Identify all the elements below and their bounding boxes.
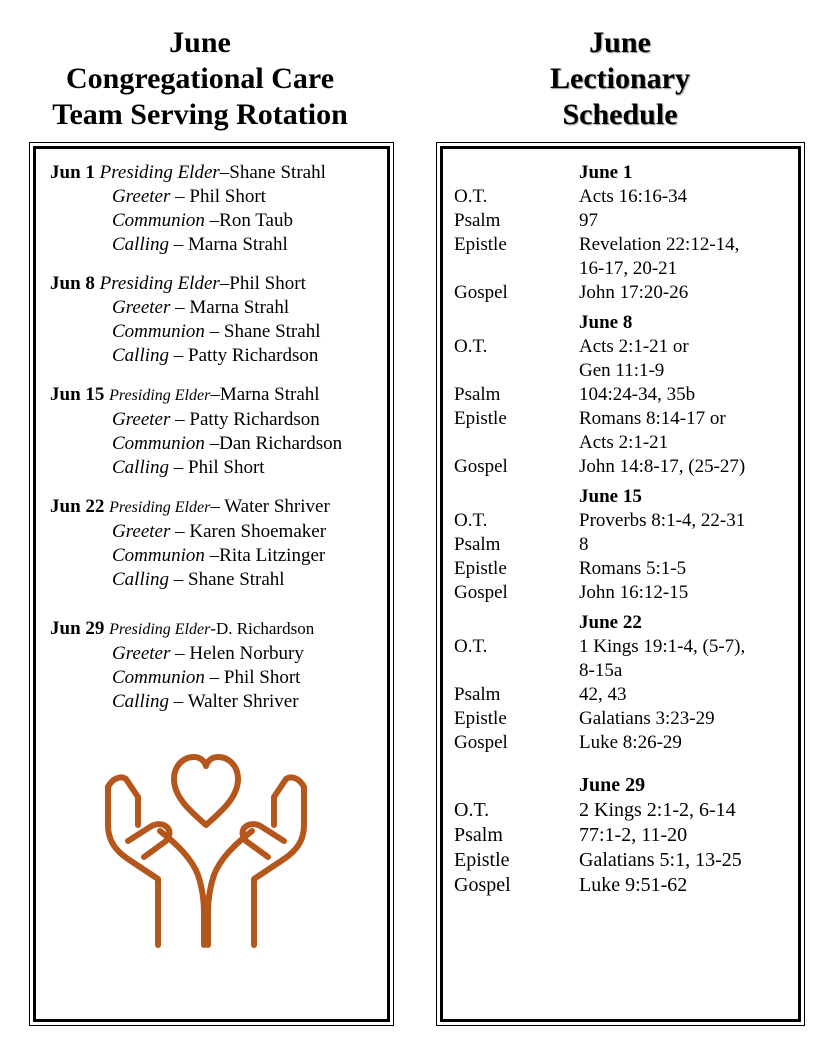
separator: – xyxy=(170,186,190,207)
reading-ref: 2 Kings 2:1-2, 6-14 xyxy=(579,799,736,821)
separator: – xyxy=(169,345,189,366)
separator: – xyxy=(170,643,190,664)
rotation-date: Jun 1 xyxy=(50,162,95,183)
calling-label: Calling xyxy=(112,345,170,366)
rotation-title-line: Team Serving Rotation xyxy=(52,98,348,131)
rotation-title-line: Congregational Care xyxy=(65,62,335,95)
reading-label: Epistle xyxy=(454,408,507,429)
greeter-line xyxy=(50,520,395,544)
reading-row xyxy=(454,635,794,659)
reading-ref: Acts 2:1-21 or xyxy=(579,336,689,357)
calling-label: Calling xyxy=(112,457,170,478)
presiding-elder-label: Presiding Elder xyxy=(99,162,220,183)
greeter-label: Greeter xyxy=(112,186,171,207)
greeter-line xyxy=(50,296,395,320)
reading-ref: 104:24-34, 35b xyxy=(579,384,696,405)
communion-line xyxy=(50,544,395,568)
reading-ref: 97 xyxy=(579,210,598,231)
reading-row xyxy=(454,281,794,305)
rotation-entry-jun-8 xyxy=(50,272,395,368)
calling-line xyxy=(50,456,395,480)
reading-ref: Luke 8:26-29 xyxy=(579,732,682,753)
reading-label: Epistle xyxy=(454,558,507,579)
separator: – xyxy=(210,496,225,517)
reading-label: Gospel xyxy=(454,456,508,477)
rotation-entry-jun-29 xyxy=(50,617,395,714)
reading-ref: Galatians 3:23-29 xyxy=(579,708,715,729)
separator: – xyxy=(204,545,220,566)
communion-name: Rita Litzinger xyxy=(219,545,326,566)
separator: – xyxy=(219,162,230,183)
reading-label: Epistle xyxy=(454,708,507,729)
presiding-elder-label: Presiding Elder xyxy=(109,499,211,516)
reading-row xyxy=(454,848,794,873)
reading-label: O.T. xyxy=(454,510,488,531)
communion-label: Communion xyxy=(112,545,205,566)
presiding-elder-line xyxy=(50,495,395,520)
reading-label: Psalm xyxy=(454,210,501,231)
reading-label: Gospel xyxy=(454,282,508,303)
separator: – xyxy=(170,409,190,430)
calling-name: Marna Strahl xyxy=(188,234,288,255)
separator: – xyxy=(170,521,190,542)
separator: – xyxy=(169,234,189,255)
lectionary-title-line: Schedule xyxy=(562,98,678,131)
communion-line xyxy=(50,666,395,690)
calling-label: Calling xyxy=(112,234,170,255)
presiding-elder-name: Water Shriver xyxy=(224,496,330,517)
presiding-elder-name: Shane Strahl xyxy=(229,162,326,183)
rotation-list xyxy=(50,161,395,729)
reading-label: Psalm xyxy=(454,684,501,705)
calling-line xyxy=(50,344,395,368)
lectionary-list xyxy=(454,161,794,904)
presiding-elder-line xyxy=(50,161,395,185)
communion-label: Communion xyxy=(112,321,205,342)
lectionary-title-line: Lectionary xyxy=(550,62,690,95)
communion-name: Ron Taub xyxy=(219,210,293,231)
greeter-line xyxy=(50,185,395,209)
communion-label: Communion xyxy=(112,210,205,231)
rotation-date: Jun 15 xyxy=(50,384,105,405)
reading-label: O.T. xyxy=(454,799,490,821)
rotation-title-line: June xyxy=(169,26,231,59)
reading-row-continued xyxy=(454,257,794,281)
greeter-name: Phil Short xyxy=(189,186,266,207)
lectionary-week-june-22 xyxy=(454,611,794,755)
lectionary-week-june-15 xyxy=(454,485,794,605)
calling-line xyxy=(50,568,395,592)
separator: – xyxy=(169,569,189,590)
presiding-elder-label: Presiding Elder xyxy=(109,621,211,638)
communion-label: Communion xyxy=(112,433,205,454)
rotation-title xyxy=(20,25,380,133)
separator: – xyxy=(219,273,230,294)
reading-ref: 16-17, 20-21 xyxy=(579,258,678,279)
greeter-label: Greeter xyxy=(112,297,171,318)
reading-row xyxy=(454,581,794,605)
separator: – xyxy=(169,691,188,712)
presiding-elder-name: Phil Short xyxy=(229,273,306,294)
calling-name: Shane Strahl xyxy=(188,569,285,590)
reading-row xyxy=(454,683,794,707)
reading-label: O.T. xyxy=(454,336,488,357)
communion-line xyxy=(50,209,395,233)
separator: – xyxy=(210,384,220,405)
separator: – xyxy=(204,433,220,454)
presiding-elder-name: D. Richardson xyxy=(215,619,315,638)
presiding-elder-line xyxy=(50,617,395,642)
rotation-panel xyxy=(33,146,390,1022)
reading-label: O.T. xyxy=(454,636,488,657)
reading-label: Epistle xyxy=(454,234,507,255)
greeter-label: Greeter xyxy=(112,521,171,542)
reading-row-continued xyxy=(454,659,794,683)
lectionary-week-june-1 xyxy=(454,161,794,305)
separator: – xyxy=(204,210,220,231)
reading-ref: 8 xyxy=(579,534,589,555)
reading-row xyxy=(454,455,794,479)
reading-row-continued xyxy=(454,359,794,383)
lectionary-panel xyxy=(440,146,801,1022)
greeter-label: Greeter xyxy=(112,643,171,664)
communion-name: Dan Richardson xyxy=(219,433,343,454)
reading-row xyxy=(454,407,794,431)
reading-row xyxy=(454,209,794,233)
communion-line xyxy=(50,320,395,344)
reading-row xyxy=(454,731,794,755)
lectionary-week-june-29 xyxy=(454,773,794,898)
separator: – xyxy=(170,297,190,318)
reading-ref: Romans 8:14-17 or xyxy=(579,408,726,429)
greeter-line xyxy=(50,408,395,432)
reading-ref: Galatians 5:1, 13-25 xyxy=(579,849,742,871)
reading-ref: Luke 9:51-62 xyxy=(579,874,688,896)
reading-ref: 42, 43 xyxy=(579,684,627,705)
hands-holding-heart-icon xyxy=(104,745,308,967)
presiding-elder-label: Presiding Elder xyxy=(99,273,220,294)
reading-ref: John 16:12-15 xyxy=(579,582,689,603)
reading-row xyxy=(454,823,794,848)
reading-ref: Acts 16:16-34 xyxy=(579,186,688,207)
greeter-name: Patty Richardson xyxy=(189,409,320,430)
calling-name: Patty Richardson xyxy=(188,345,319,366)
reading-label: Gospel xyxy=(454,732,508,753)
communion-label: Communion xyxy=(112,667,205,688)
reading-row xyxy=(454,557,794,581)
reading-row-continued xyxy=(454,431,794,455)
greeter-line xyxy=(50,642,395,666)
presiding-elder-name: Marna Strahl xyxy=(219,384,320,405)
communion-name: Phil Short xyxy=(223,667,301,688)
reading-label: Gospel xyxy=(454,582,508,603)
separator: – xyxy=(204,667,224,688)
week-heading: June 22 xyxy=(579,612,642,633)
greeter-name: Karen Shoemaker xyxy=(189,521,327,542)
week-heading: June 29 xyxy=(579,774,646,796)
reading-row xyxy=(454,335,794,359)
reading-label: Psalm xyxy=(454,824,503,846)
reading-row xyxy=(454,707,794,731)
presiding-elder-label: Presiding Elder xyxy=(109,387,211,404)
rotation-entry-jun-22 xyxy=(50,495,395,592)
reading-ref: John 14:8-17, (25-27) xyxy=(579,456,746,477)
reading-ref: 8-15a xyxy=(579,660,623,681)
lectionary-title xyxy=(430,25,810,133)
lectionary-week-june-8 xyxy=(454,311,794,479)
reading-row xyxy=(454,233,794,257)
reading-label: O.T. xyxy=(454,186,488,207)
calling-line xyxy=(50,233,395,257)
reading-ref: Revelation 22:12-14, xyxy=(579,234,740,255)
reading-row xyxy=(454,185,794,209)
separator: - xyxy=(210,619,216,638)
calling-label: Calling xyxy=(112,691,170,712)
greeter-name: Helen Norbury xyxy=(189,643,304,664)
rotation-entry-jun-1 xyxy=(50,161,395,257)
separator: – xyxy=(169,457,189,478)
reading-ref: Romans 5:1-5 xyxy=(579,558,687,579)
presiding-elder-line xyxy=(50,272,395,296)
rotation-date: Jun 29 xyxy=(50,618,105,639)
reading-row xyxy=(454,798,794,823)
reading-ref: John 17:20-26 xyxy=(579,282,689,303)
reading-label: Psalm xyxy=(454,534,501,555)
reading-label: Gospel xyxy=(454,874,511,896)
reading-ref: Proverbs 8:1-4, 22-31 xyxy=(579,510,746,531)
greeter-name: Marna Strahl xyxy=(189,297,290,318)
separator: – xyxy=(204,321,224,342)
rotation-date: Jun 8 xyxy=(50,273,95,294)
week-heading: June 8 xyxy=(579,312,633,333)
reading-label: Epistle xyxy=(454,849,510,871)
week-heading: June 1 xyxy=(579,162,633,183)
reading-row xyxy=(454,383,794,407)
reading-row xyxy=(454,533,794,557)
rotation-entry-jun-15 xyxy=(50,383,395,480)
reading-row xyxy=(454,509,794,533)
week-heading: June 15 xyxy=(579,486,642,507)
calling-line xyxy=(50,690,395,714)
presiding-elder-line xyxy=(50,383,395,408)
calling-name: Phil Short xyxy=(188,457,265,478)
communion-line xyxy=(50,432,395,456)
reading-ref: Acts 2:1-21 xyxy=(579,432,669,453)
calling-label: Calling xyxy=(112,569,170,590)
reading-label: Psalm xyxy=(454,384,501,405)
rotation-date: Jun 22 xyxy=(50,496,105,517)
reading-ref: 1 Kings 19:1-4, (5-7), xyxy=(579,636,746,657)
reading-row xyxy=(454,873,794,898)
lectionary-title-line: June xyxy=(589,26,651,59)
reading-ref: 77:1-2, 11-20 xyxy=(579,824,688,846)
greeter-label: Greeter xyxy=(112,409,171,430)
calling-name: Walter Shriver xyxy=(187,691,299,712)
reading-ref: Gen 11:1-9 xyxy=(579,360,665,381)
communion-name: Shane Strahl xyxy=(223,321,321,342)
